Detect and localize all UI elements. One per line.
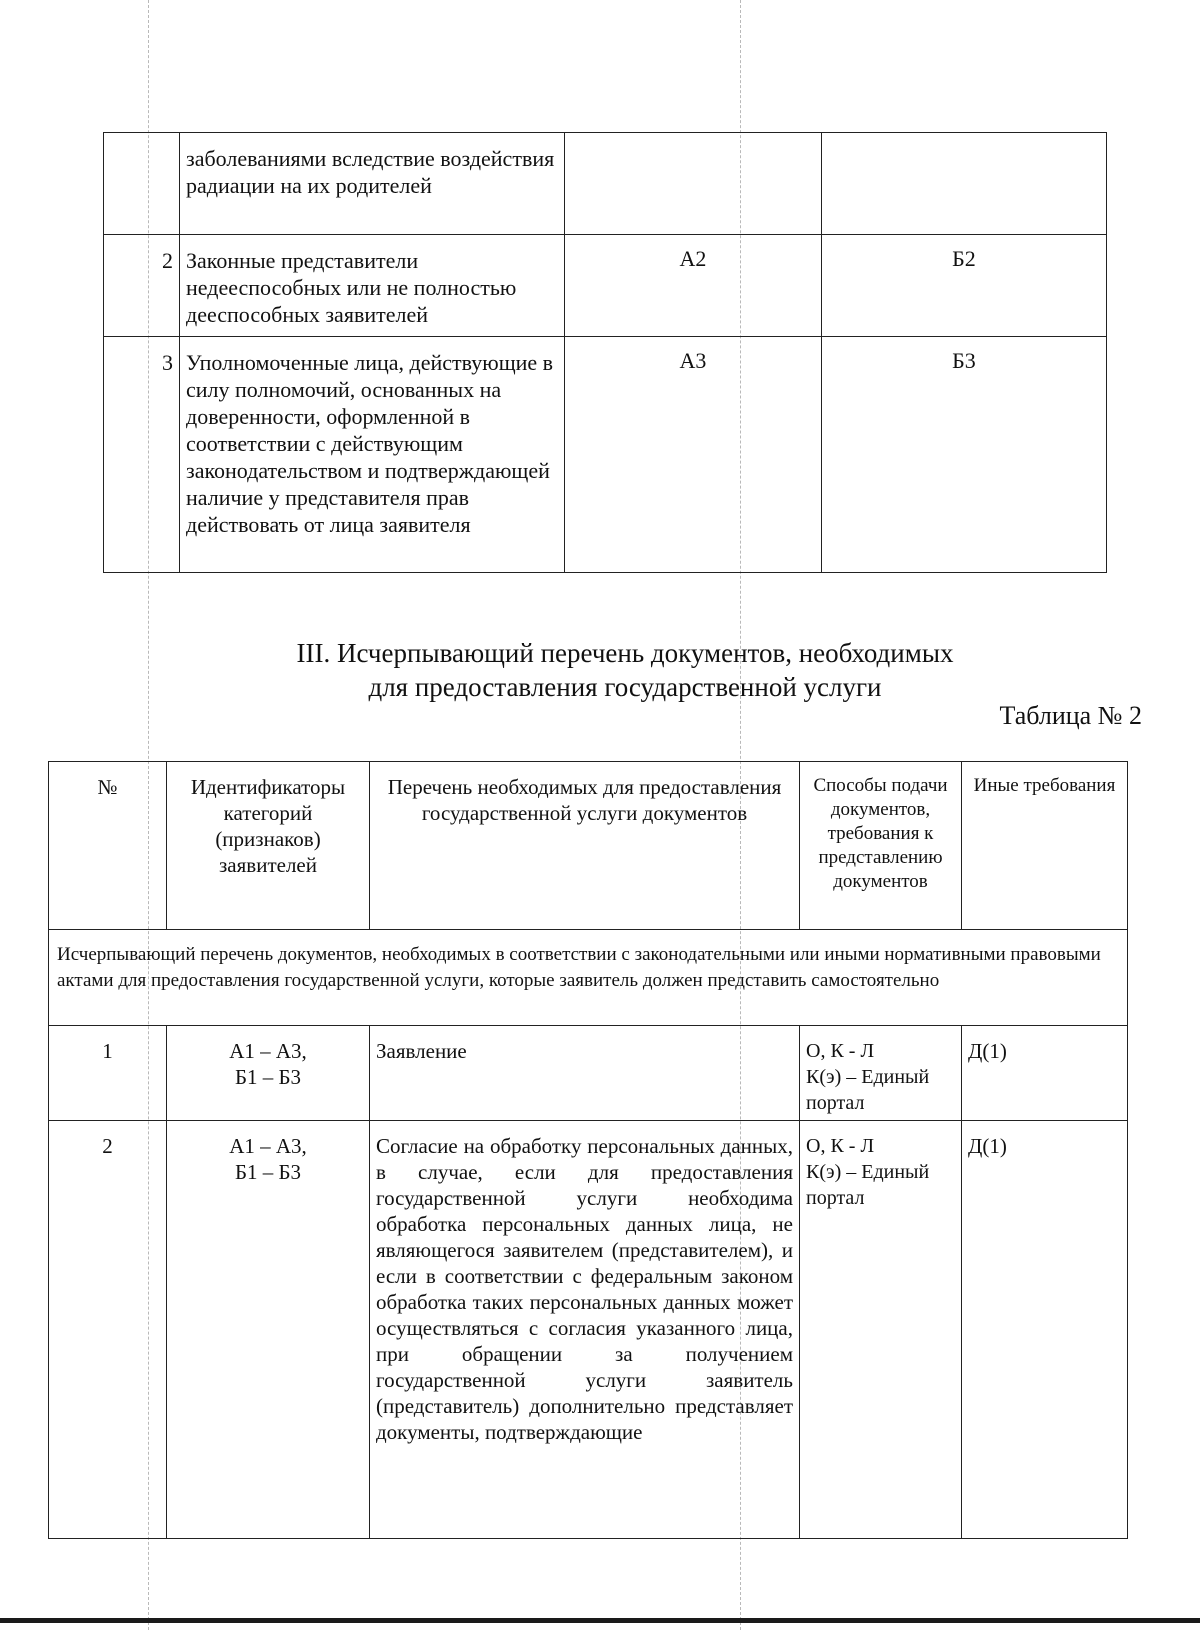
header-number: № bbox=[49, 762, 167, 930]
other-requirements: Д(1) bbox=[962, 1026, 1128, 1121]
category-description: Законные представители недееспособных или не полностью дееспособных заявителей bbox=[180, 235, 565, 337]
category-identifiers: А1 – А3, Б1 – Б3 bbox=[167, 1121, 370, 1539]
other-requirements: Д(1) bbox=[962, 1121, 1128, 1539]
table-row bbox=[104, 133, 1107, 235]
document-name: Согласие на обработку персональных данных, в случае, если для предоставления государственной услуги необходима обработка персональных данных лица, не являющегося заявителем (представителем), и если в соответствии с федеральным законом обработка таких персональных данных может осуществляться с согласия указанного лица, при обращении за получением государственной услуги заявитель (представитель) дополнительно представляет документы, подтверждающие bbox=[370, 1121, 800, 1539]
submission-methods: О, К - Л К(э) – Единый портал bbox=[800, 1121, 962, 1539]
header-identifiers: Идентификаторы категорий (признаков) заявителей bbox=[167, 762, 370, 930]
table-row bbox=[49, 1026, 1128, 1121]
row-number: 2 bbox=[49, 1121, 167, 1539]
identifier-a bbox=[565, 133, 822, 235]
group-title: Исчерпывающий перечень документов, необходимых в соответствии с законодательными или иными нормативными правовыми актами для предоставления государственной услуги, которые заявитель должен представить самостоятельно bbox=[49, 930, 1128, 1026]
category-description: заболеваниями вследствие воздействия радиации на их родителей bbox=[180, 133, 565, 235]
section-title-line-2: для предоставления государственной услуги bbox=[368, 672, 882, 702]
section-title bbox=[160, 636, 1090, 704]
row-number: 3 bbox=[104, 337, 180, 573]
documents-table bbox=[48, 761, 1128, 1539]
scan-bottom-edge bbox=[0, 1618, 1200, 1623]
header-documents: Перечень необходимых для предоставления государственной услуги документов bbox=[370, 762, 800, 930]
table-row bbox=[104, 235, 1107, 337]
row-number bbox=[104, 133, 180, 235]
table-row bbox=[104, 337, 1107, 573]
section-title-line-1: III. Исчерпывающий перечень документов, необходимых bbox=[296, 638, 954, 668]
row-number: 2 bbox=[104, 235, 180, 337]
category-identifiers: А1 – А3, Б1 – Б3 bbox=[167, 1026, 370, 1121]
category-description: Уполномоченные лица, действующие в силу полномочий, основанных на доверенности, оформленной в соответствии с действующим законодательством и подтверждающей наличие у представителя прав действовать от лица заявителя bbox=[180, 337, 565, 573]
identifier-b: Б3 bbox=[822, 337, 1107, 573]
table-header-row bbox=[49, 762, 1128, 930]
header-methods: Способы подачи документов, требования к представлению документов bbox=[800, 762, 962, 930]
identifier-a: А3 bbox=[565, 337, 822, 573]
identifier-b: Б2 bbox=[822, 235, 1107, 337]
submission-methods: О, К - Л К(э) – Единый портал bbox=[800, 1026, 962, 1121]
group-row bbox=[49, 930, 1128, 1026]
row-number: 1 bbox=[49, 1026, 167, 1121]
identifier-b bbox=[822, 133, 1107, 235]
document-name: Заявление bbox=[370, 1026, 800, 1121]
header-other-requirements: Иные требования bbox=[962, 762, 1128, 930]
table-caption: Таблица № 2 bbox=[999, 701, 1142, 730]
applicant-categories-table bbox=[103, 132, 1107, 573]
identifier-a: А2 bbox=[565, 235, 822, 337]
table-row bbox=[49, 1121, 1128, 1539]
